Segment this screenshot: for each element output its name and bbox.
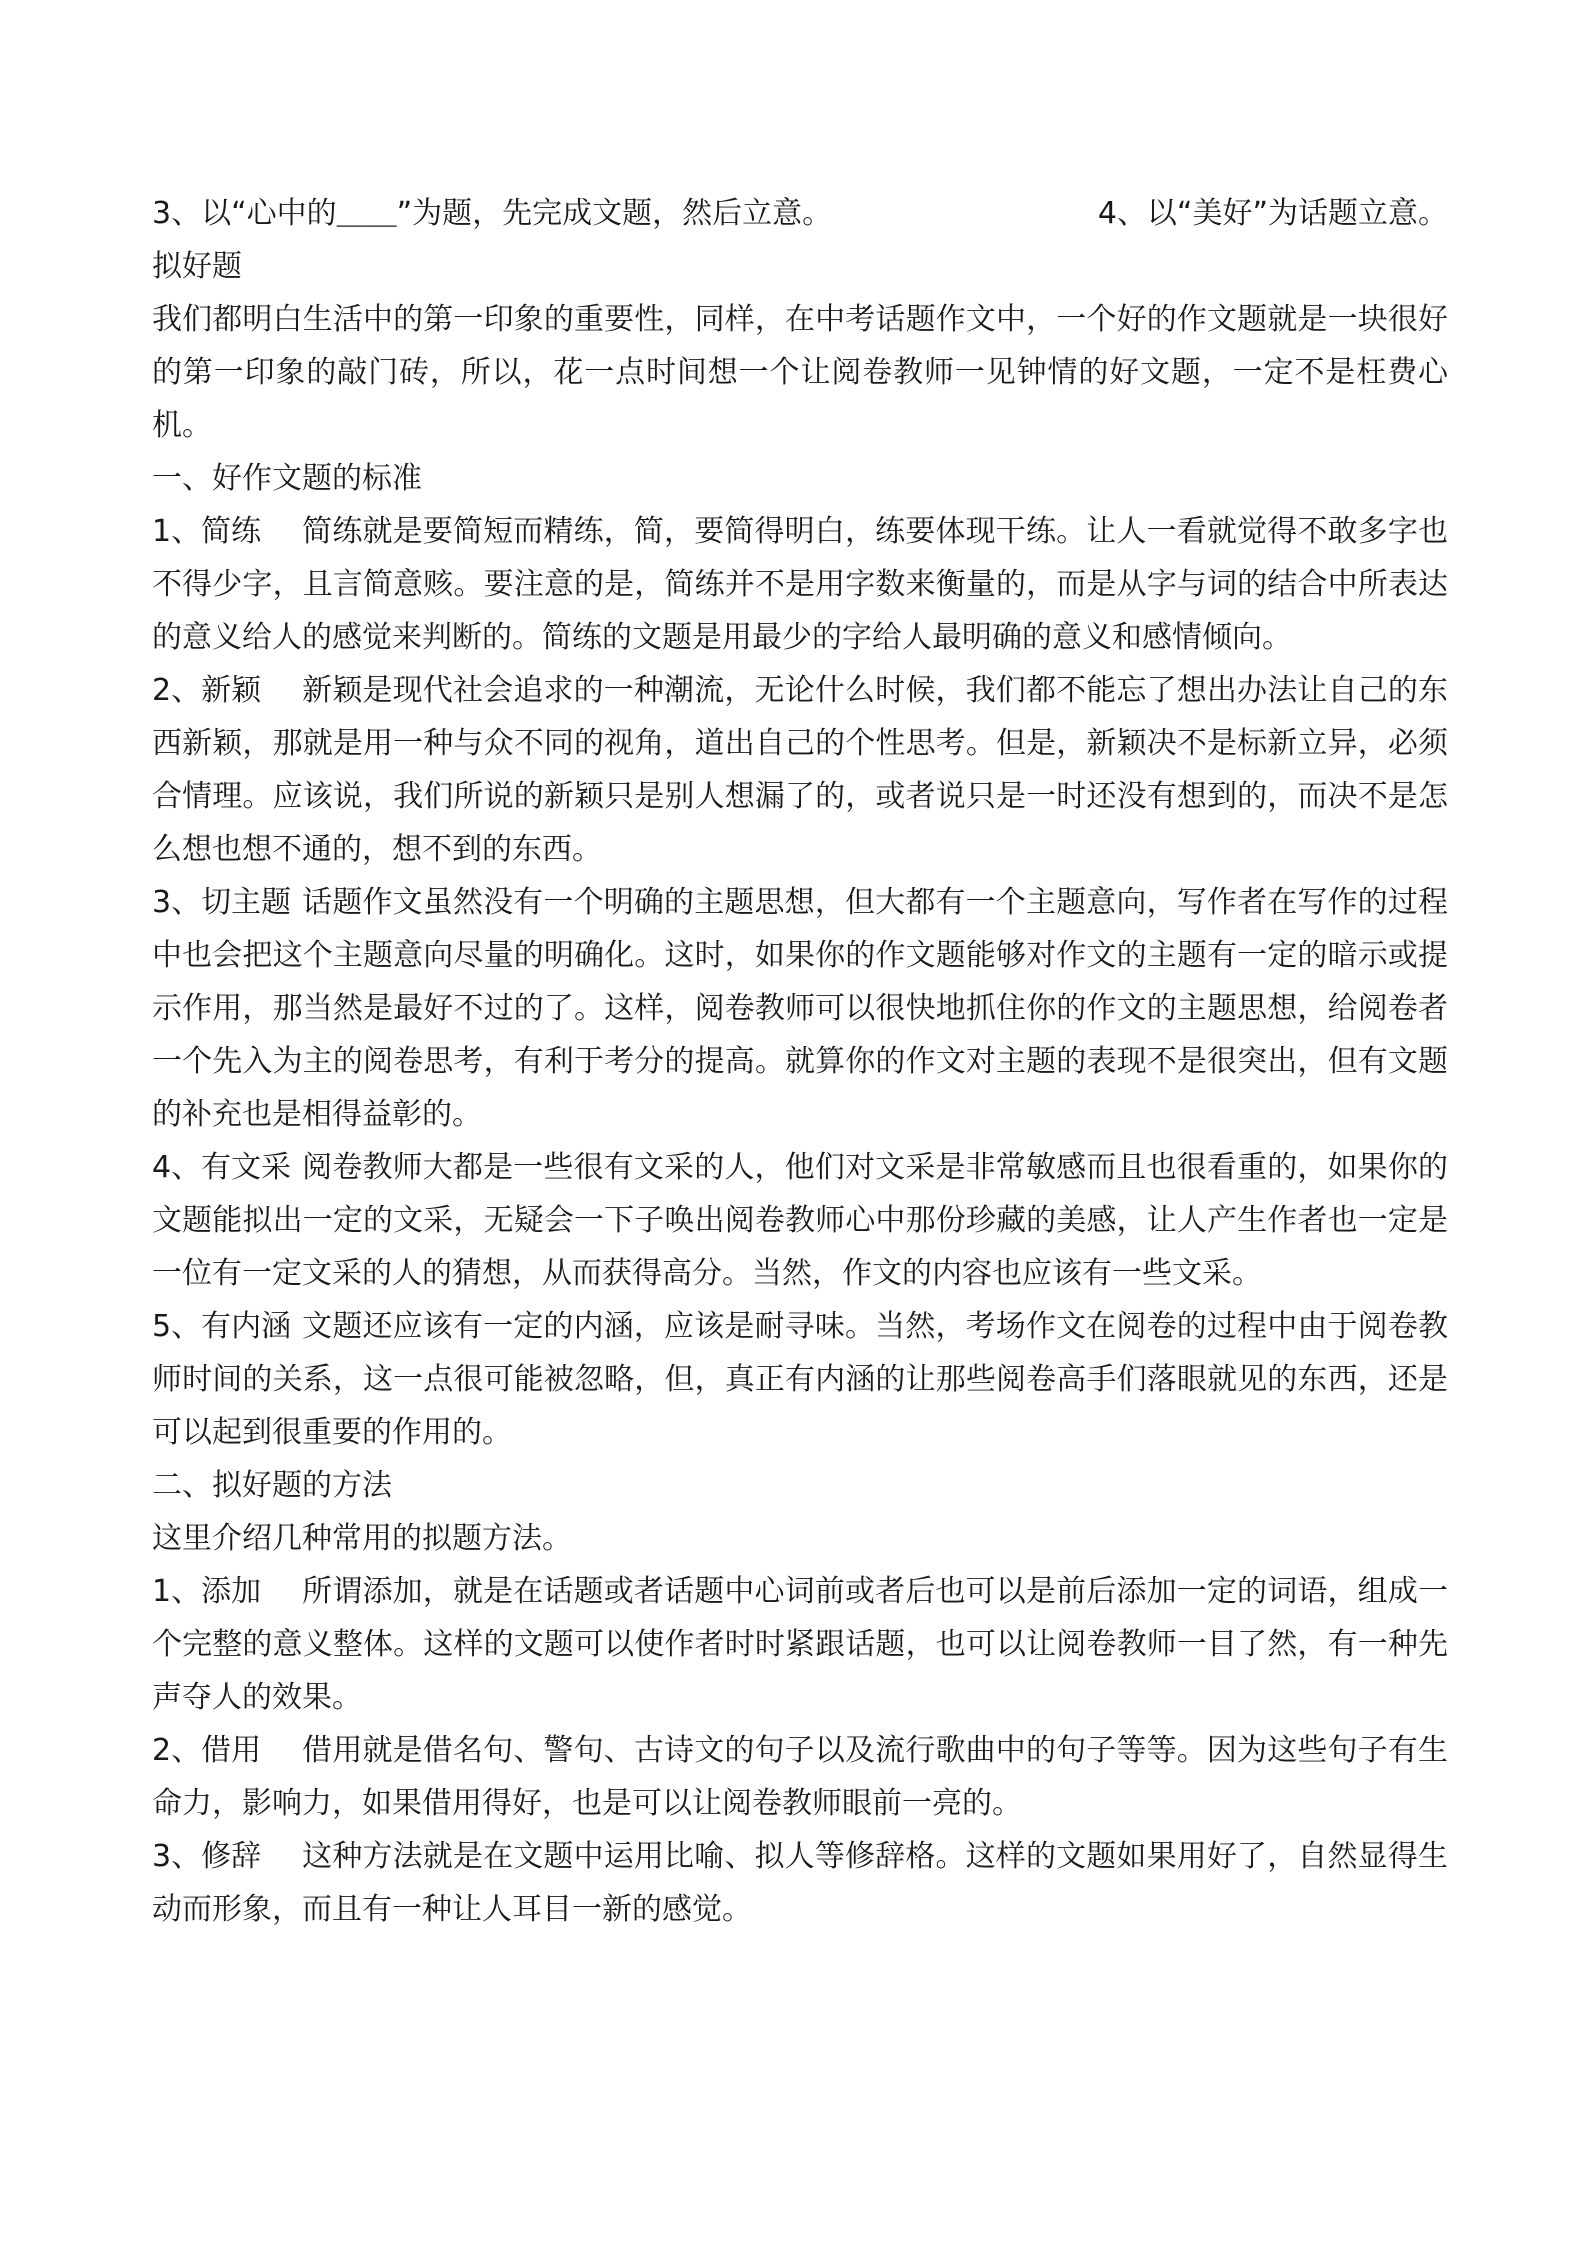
- standard-item: [152, 1141, 1448, 1300]
- section1-title: 一、好作文题的标准: [152, 461, 422, 496]
- standard-item: [152, 876, 1448, 1141]
- standard-text: 阅卷教师大都是一些很有文采的人，他们对文采是非常敏感而且也很看重的，如果你的文题能拟出一定的文采，无疑会一下子唤出阅卷教师心中那份珍藏的美感，让人产生作者也一定是一位有一定文采的人的猜想，从而获得高分。当然，作文的内容也应该有一些文采。: [152, 1150, 1448, 1291]
- topic-3: 3、以“心中的＿＿”为题，先完成文题，然后立意。: [152, 196, 833, 231]
- method-item: [152, 1724, 1448, 1830]
- standard-item: [152, 664, 1448, 876]
- method-text: 借用就是借名句、警句、古诗文的句子以及流行歌曲中的句子等等。因为这些句子有生命力，影响力，如果借用得好，也是可以让阅卷教师眼前一亮的。: [152, 1733, 1448, 1821]
- standard-label: 1、简练: [152, 514, 262, 549]
- method-text: 所谓添加，就是在话题或者话题中心词前或者后也可以是前后添加一定的词语，组成一个完整的意义整体。这样的文题可以使作者时时紧跟话题，也可以让阅卷教师一目了然，有一种先声夺人的效果。: [152, 1574, 1448, 1715]
- heading-title: 拟好题: [152, 249, 242, 284]
- standard-text: 简练就是要简短而精练，简，要简得明白，练要体现干练。让人一看就觉得不敢多字也不得少字，且言简意赅。要注意的是，简练并不是用字数来衡量的，而是从字与词的结合中所表达的意义给人的感觉来判断的。简练的文题是用最少的字给人最明确的意义和感情倾向。: [152, 514, 1448, 655]
- topic-line: [152, 187, 1448, 240]
- standard-item: [152, 505, 1448, 664]
- topic-4: 4、以“美好”为话题立意。: [1097, 196, 1448, 231]
- standard-label: 4、有文采: [152, 1150, 292, 1185]
- methods-intro: 这里介绍几种常用的拟题方法。: [152, 1521, 572, 1556]
- standard-text: 新颖是现代社会追求的一种潮流，无论什么时候，我们都不能忘了想出办法让自己的东西新颖，那就是用一种与众不同的视角，道出自己的个性思考。但是，新颖决不是标新立异，必须合情理。应该说，我们所说的新颖只是别人想漏了的，或者说只是一时还没有想到的，而决不是怎么想也想不通的，想不到的东西。: [152, 673, 1448, 867]
- method-item: [152, 1830, 1448, 1936]
- method-label: 2、借用: [152, 1733, 262, 1768]
- method-text: 这种方法就是在文题中运用比喻、拟人等修辞格。这样的文题如果用好了，自然显得生动而形象，而且有一种让人耳目一新的感觉。: [152, 1839, 1448, 1927]
- standard-text: 文题还应该有一定的内涵，应该是耐寻味。当然，考场作文在阅卷的过程中由于阅卷教师时间的关系，这一点很可能被忽略，但，真正有内涵的让那些阅卷高手们落眼就见的东西，还是可以起到很重要的作用的。: [152, 1309, 1448, 1450]
- method-item: [152, 1565, 1448, 1724]
- document-page: [152, 187, 1448, 1936]
- method-label: 1、添加: [152, 1574, 262, 1609]
- standard-label: 2、新颖: [152, 673, 262, 708]
- method-label: 3、修辞: [152, 1839, 262, 1874]
- intro-paragraph: 我们都明白生活中的第一印象的重要性，同样，在中考话题作文中，一个好的作文题就是一块很好的第一印象的敲门砖，所以，花一点时间想一个让阅卷教师一见钟情的好文题，一定不是枉费心机。: [152, 302, 1448, 443]
- standard-label: 3、切主题: [152, 885, 292, 920]
- standard-text: 话题作文虽然没有一个明确的主题思想，但大都有一个主题意向，写作者在写作的过程中也会把这个主题意向尽量的明确化。这时，如果你的作文题能够对作文的主题有一定的暗示或提示作用，那当然是最好不过的了。这样，阅卷教师可以很快地抓住你的作文的主题思想，给阅卷者一个先入为主的阅卷思考，有利于考分的提高。就算你的作文对主题的表现不是很突出，但有文题的补充也是相得益彰的。: [152, 885, 1448, 1132]
- standard-label: 5、有内涵: [152, 1309, 292, 1344]
- section2-title: 二、拟好题的方法: [152, 1468, 392, 1503]
- standard-item: [152, 1300, 1448, 1459]
